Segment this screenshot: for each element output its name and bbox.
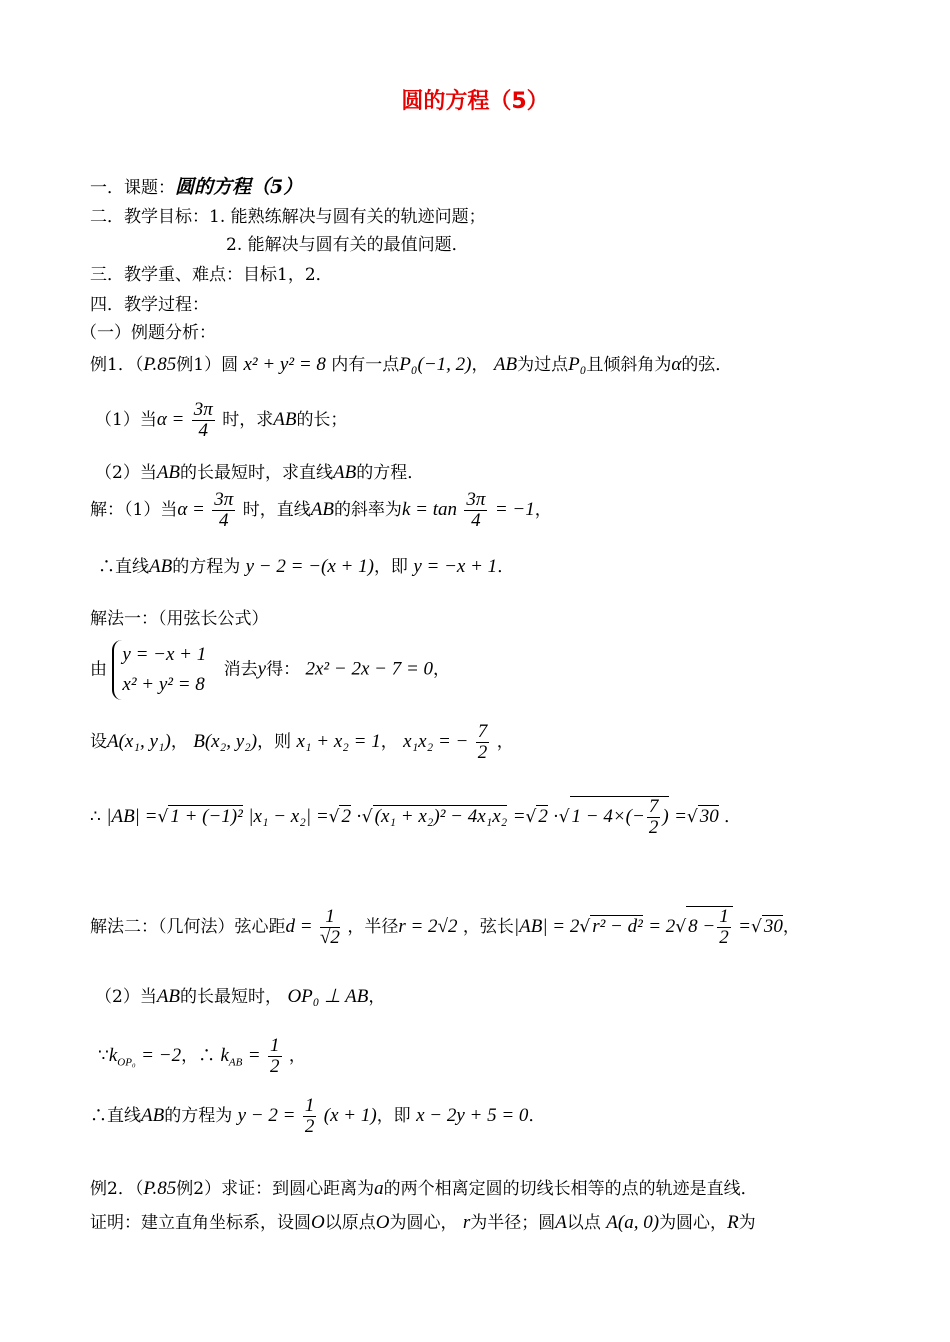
part-2: （2）当AB的长最短时， OP₀ ⊥ AB， <box>95 986 386 1007</box>
section-topic: 一．课题：圆的方程（5） <box>90 176 303 198</box>
goal-1: 1. 能熟练解决与圆有关的轨迹问题； <box>209 207 486 227</box>
example-2: 例2．（P.85例2）求证：到圆心距离为a的两个相离定圆的切线长相等的点的轨迹是直线． <box>90 1178 758 1199</box>
line-equation: ∴直线AB的方程为 y − 2 = −(x + 1)，即 y = −x + 1． <box>98 556 515 577</box>
solution-1: 解：（1）当α = $\frac{3\pi}{4}$ 时，直线AB的斜率为k = tan $\frac{3\pi}{4}$ = −1， <box>90 489 552 531</box>
topic-value: 圆的方程（5） <box>175 176 303 198</box>
section-examples: （一）例题分析： <box>80 323 216 343</box>
page-title: 圆的方程（5） <box>401 89 549 114</box>
section-goals: 二．教学目标：1. 能熟练解决与圆有关的轨迹问题； <box>90 207 486 227</box>
slopes: $\because k_{OP_0} = -2$，∴ $k_{AB}$ = $\frac{1}{2}$ ， <box>98 1035 306 1077</box>
vieta-line: 设A(x₁, y₁)， B(x₂, y₂)，则 x₁ + x₂ = 1， x₁x₂ = − $\frac{7}{2}$ ， <box>90 721 514 763</box>
question-2: （2）当AB的长最短时，求直线AB的方程． <box>95 462 425 483</box>
example-1: 例1．（P.85例1）圆 x² + y² = 8 内有一点P₀(−1, 2)， AB为过点P₀且倾斜角为α的弦． <box>90 354 733 375</box>
method-1-title: 解法一：（用弦长公式） <box>90 609 269 629</box>
goal-2: 2. 能解决与圆有关的最值问题． <box>226 235 469 255</box>
proof: 证明：建立直角坐标系，设圆O以原点O为圆心， r为半径；圆A以点 A(a, 0)为圆心，R为 <box>90 1212 756 1233</box>
final-equation: ∴直线AB的方程为 y − 2 = $\frac{1}{2}$ (x + 1)，即 x − 2y + 5 = 0． <box>90 1095 546 1137</box>
section-process: 四．教学过程： <box>90 295 209 315</box>
equation-system: y = −x + 1 x² + y² = 8 <box>112 640 206 700</box>
section-key-points: 三．教学重、难点：目标1，2． <box>90 265 333 285</box>
question-1: （1）当α = $\frac{3\pi}{4}$ 时，求AB的长； <box>95 399 348 441</box>
method-2: 解法二：（几何法）弦心距d = $\frac{1}{√2}$ ，半径r = 2√2 ，弦长|AB| = 2√ r² − d² = 2√ 8 − $\frac{1}{2}$ =√ 30， <box>90 906 800 948</box>
method-1-system: 由 y = −x + 1 x² + y² = 8 消去y得： 2x² − 2x − 7 = 0， <box>90 640 450 700</box>
chord-length-formula: ∴ |AB| =√ 1 + (−1)² |x₁ − x₂| =√ 2 ·√ (x₁ + x₂)² − 4x₁x₂ =√ 2 ·√ 1 − 4×(− $\frac{7}{2}$ ) =√ 30 ． <box>90 796 742 838</box>
